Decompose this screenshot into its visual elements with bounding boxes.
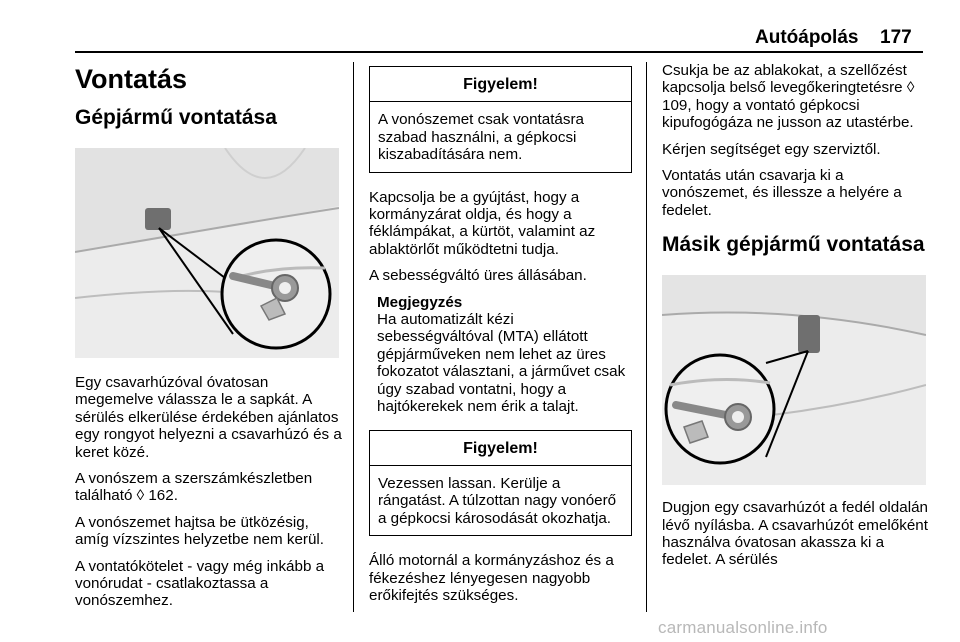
paragraph: A vonószem a szerszámkészletben található ◊ 162. xyxy=(75,470,313,505)
header-rule xyxy=(75,51,923,53)
watermark: carmanualsonline.info xyxy=(658,618,828,637)
warning-text: A vonószemet csak vontatásra szabad használni, a gépkocsi kiszabadítására nem. xyxy=(378,111,584,164)
note-block xyxy=(369,294,632,416)
paragraph: A vonószemet hajtsa be ütközésig, amíg vízszintes helyzetbe nem kerül. xyxy=(75,513,325,549)
warning-title: Figyelem! xyxy=(370,431,631,466)
paragraph: Egy csavarhúzóval óvatosan megemelve válassza le a sapkát. A sérülés elkerülése érdekében ajánlatos egy rongyot helyezni a csavarhúzó és a keret közé. xyxy=(75,374,342,461)
front-bumper-cap-illustration xyxy=(662,275,926,485)
column-divider-2 xyxy=(646,62,647,612)
note-text: Ha automatizált kézi sebességváltóval (MTA) ellátott gépjárműveken nem lehet az üres fokozatot választani, a járművet csak úgy szabad vontatni, hogy a hajtókerekek nem érik a talajt. xyxy=(377,311,626,416)
paragraph: Kérjen segítséget egy szerviztől. xyxy=(662,140,881,158)
warning-title: Figyelem! xyxy=(370,67,631,102)
paragraph: Álló motornál a kormányzáshoz és a fékezéshez lényegesen nagyobb erőkifejtés szükséges. xyxy=(369,552,614,604)
column-divider-1 xyxy=(353,62,354,612)
paragraph: A vontatókötelet - vagy még inkább a vonórudat - csatlakoztassa a vonószemhez. xyxy=(75,557,325,610)
page-number: 177 xyxy=(880,27,912,48)
rear-bumper-cap-illustration xyxy=(75,148,339,358)
note-title: Megjegyzés xyxy=(377,293,463,311)
warning-text: Vezessen lassan. Kerülje a rángatást. A túlzottan nagy vonóerő a gépkocsi károsodását okozhatja. xyxy=(378,474,617,527)
section-title: Vontatás xyxy=(75,64,188,94)
column-right xyxy=(662,62,932,578)
paragraph: Csukja be az ablakokat, a szellőzést kapcsolja belső levegőkeringtetésre ◊ 109, hogy a vontató gépkocsi kipufogógáza ne jusson az utastérbe. xyxy=(662,62,915,132)
running-title: Autóápolás xyxy=(755,27,859,48)
section-heading: Másik gépjármű vontatása xyxy=(662,233,925,257)
paragraph: Dugjon egy csavarhúzót a fedél oldalán lévő nyílásba. A csavarhúzót emelőként használva óvatosan akassza ki a fedelet. A sérülés xyxy=(662,499,928,569)
paragraph: A sebességváltó üres állásában. xyxy=(369,267,587,285)
warning-box xyxy=(369,430,632,537)
section-subtitle: Gépjármű vontatása xyxy=(75,106,277,129)
column-left xyxy=(75,62,345,619)
warning-box xyxy=(369,66,632,173)
paragraph: Vontatás után csavarja ki a vonószemet, és illessze a helyére a fedelet. xyxy=(662,167,902,219)
column-middle xyxy=(369,62,632,613)
paragraph: Kapcsolja be a gyújtást, hogy a kormányzárat oldja, és hogy a féklámpákat, a kürtöt, valamint az ablaktörlőt működtetni tudja. xyxy=(369,188,596,258)
